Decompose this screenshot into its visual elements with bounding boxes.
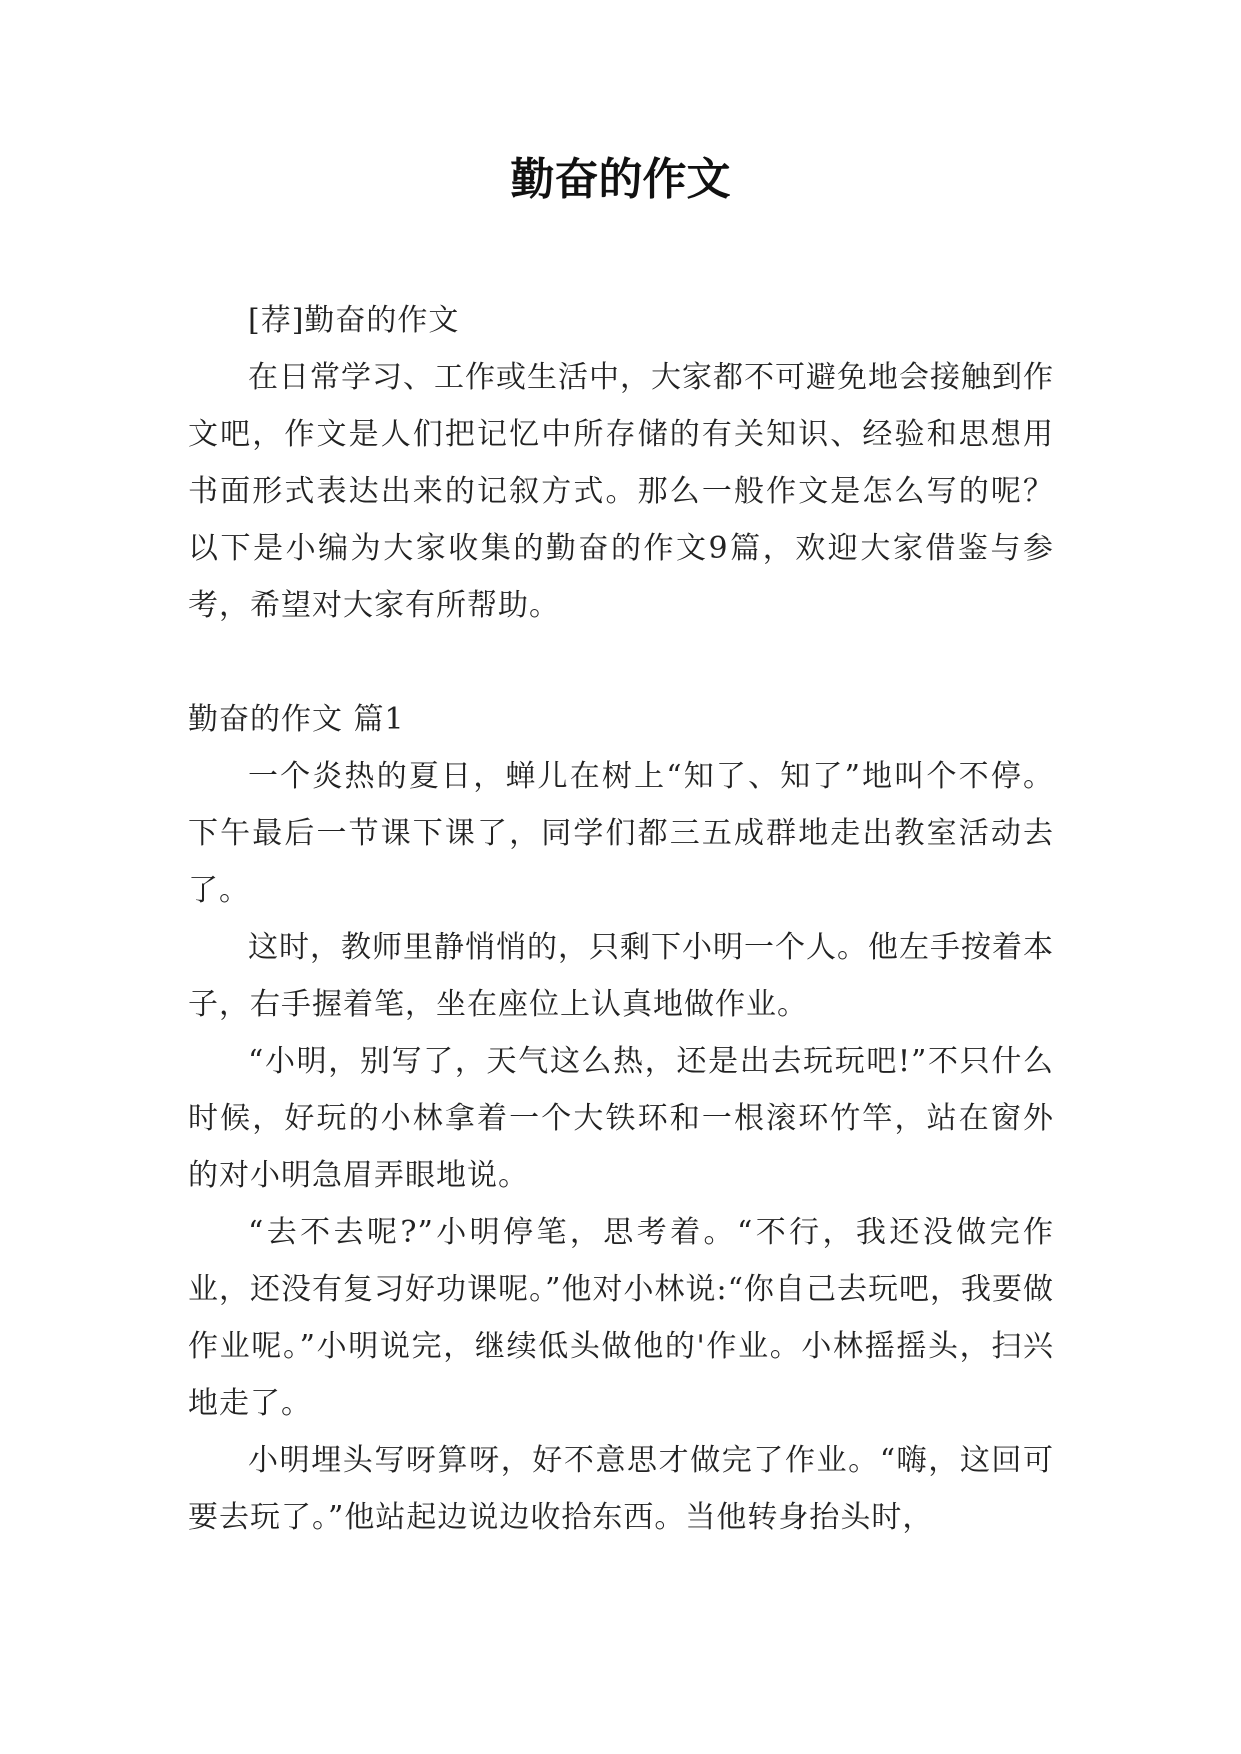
document-body — [188, 292, 1054, 1546]
body-paragraph-1: 一个炎热的夏日，蝉儿在树上“知了、知了”地叫个不停。下午最后一节课下课了，同学们都三五成群地走出教室活动去了。 — [188, 759, 1054, 908]
document-subtitle: [荐]勤奋的作文 — [248, 303, 460, 338]
body-paragraph-3: “小明，别写了，天气这么热，还是出去玩玩吧!”不只什么时候，好玩的小林拿着一个大铁环和一根滚环竹竿，站在窗外的对小明急眉弄眼地说。 — [188, 1044, 1054, 1193]
page-title: 勤奋的作文 — [510, 154, 731, 205]
body-paragraph-2: 这时，教师里静悄悄的，只剩下小明一个人。他左手按着本子，右手握着笔，坐在座位上认真地做作业。 — [188, 930, 1054, 1022]
body-paragraph-4: “去不去呢?”小明停笔，思考着。“不行，我还没做完作业，还没有复习好功课呢。”他对小林说:“你自己去玩吧，我要做作业呢。”小明说完，继续低头做他的'作业。小林摇摇头，扫兴地走了。 — [188, 1215, 1054, 1421]
intro-paragraph: 在日常学习、工作或生活中，大家都不可避免地会接触到作文吧，作文是人们把记忆中所存储的有关知识、经验和思想用书面形式表达出来的记叙方式。那么一般作文是怎么写的呢？以下是小编为大家收集的勤奋的作文9篇，欢迎大家借鉴与参考，希望对大家有所帮助。 — [188, 360, 1054, 623]
body-paragraph-5: 小明埋头写呀算呀，好不意思才做完了作业。“嗨，这回可要去玩了。”他站起边说边收拾东西。当他转身抬头时， — [188, 1443, 1054, 1535]
section-heading: 勤奋的作文 篇1 — [188, 702, 405, 737]
